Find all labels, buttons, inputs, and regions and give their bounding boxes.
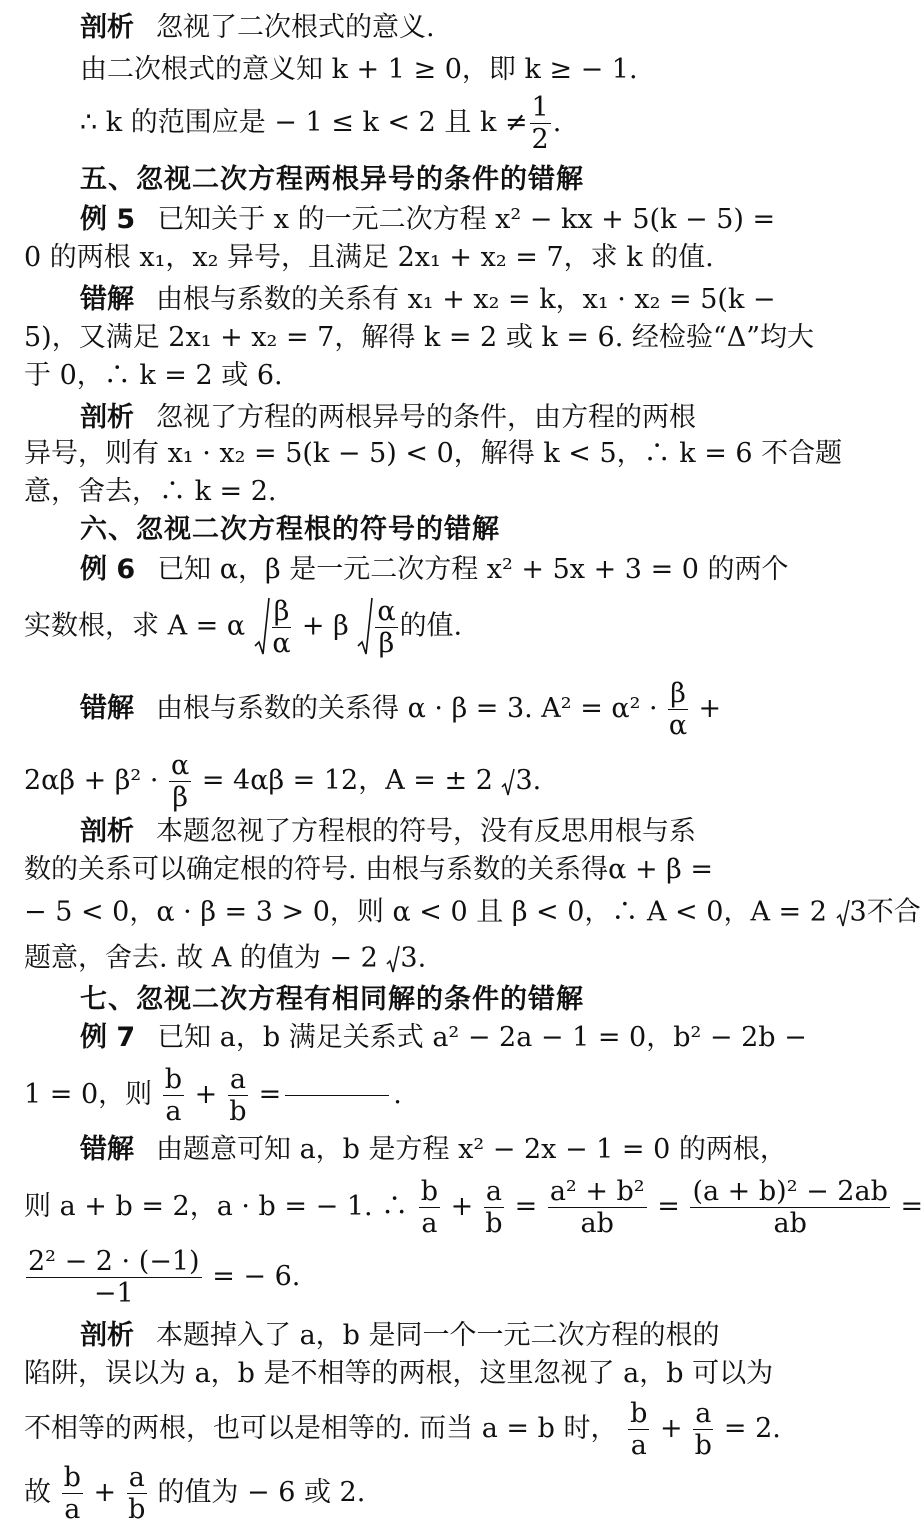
sqrt-sign — [254, 596, 270, 658]
text-line: 5)，又满足 2x₁ + x₂ = 7，解得 k = 2 或 k = 6. 经检验“Δ”均大 — [24, 322, 814, 353]
text-line: 2αβ + β² · $\frac{\alpha}{\beta}$ = 4αβ = 12，A = ± 2 3. — [24, 750, 542, 813]
text-line: 错解 由根与系数的关系得 α · β = 3. A² = α² · $\frac{\beta}{\alpha}$ + — [80, 678, 722, 741]
text-line: 错解 由根与系数的关系有 x₁ + x₂ = k，x₁ · x₂ = 5(k − — [80, 284, 776, 315]
text-line: 于 0，∴ k = 2 或 6. — [24, 360, 283, 391]
sqrt-sign — [501, 767, 515, 797]
analysis-label: 剖析 — [80, 816, 134, 847]
text-line: − 5 < 0，α · β = 3 > 0，则 α < 0 且 β < 0，∴ A < 0，A = 2 3不合 — [24, 896, 921, 928]
example-label: 例 5 — [80, 204, 136, 235]
text-line: 1 = 0，则 $\frac{b}{a}$ + $\frac{a}{b}$ = . — [24, 1064, 402, 1127]
text-line: 不相等的两根，也可以是相等的. 而当 a = b 时， $\frac{b}{a}$ + $\frac{a}{b}$ = 2. — [24, 1398, 781, 1461]
fraction: $\frac{\text{2² − 2 · (−1)}}{-1}$ — [28, 1246, 200, 1309]
fraction: $\frac{1}{2}$ — [531, 92, 549, 155]
text-line: 剖析 本题掉入了 a，b 是同一个一元二次方程的根的 — [80, 1320, 720, 1351]
fraction: $\frac{\beta}{\alpha}$ — [272, 595, 291, 659]
example-label: 例 6 — [80, 554, 136, 585]
fraction: $\frac{a}{b}$ — [229, 1064, 247, 1127]
fraction: $\frac{b}{a}$ — [164, 1064, 183, 1127]
sqrt-sign — [386, 944, 400, 974]
text-line: 剖析 本题忽视了方程根的符号，没有反思用根与系 — [80, 816, 696, 847]
text-line: 数的关系可以确定根的符号. 由根与系数的关系得α + β = — [24, 854, 713, 885]
fraction: $\frac{b}{a}$ — [630, 1398, 648, 1461]
section-heading: 五、忽视二次方程两根异号的条件的错解 — [80, 164, 584, 195]
text-line: 剖析 忽视了二次根式的意义. — [80, 12, 435, 43]
fraction: $\frac{b}{a}$ — [420, 1176, 439, 1239]
text-line: 陷阱，误以为 a，b 是不相等的两根，这里忽视了 a，b 可以为 — [24, 1358, 774, 1389]
wrong-solution-label: 错解 — [80, 1134, 134, 1165]
section-heading: 六、忽视二次方程根的符号的错解 — [80, 514, 500, 545]
text-line: 剖析 忽视了方程的两根异号的条件，由方程的两根 — [80, 402, 696, 433]
text-line: 则 a + b = 2，a · b = − 1. ∴ $\frac{b}{a}$ + $\frac{a}{b}$ = $\frac{\text{a² + b²}}{ab}$ = $\frac{\text{(a + b)² − 2ab}}{ab}$ = — [24, 1176, 923, 1239]
text-line: 错解 由题意可知 a，b 是方程 x² − 2x − 1 = 0 的两根， — [80, 1134, 787, 1165]
text-line: 意，舍去，∴ k = 2. — [24, 476, 277, 507]
fraction: $\frac{a}{b}$ — [694, 1398, 712, 1461]
text-line: $\frac{\text{2² − 2 · (−1)}}{-1}$ = − 6. — [28, 1246, 301, 1309]
analysis-label: 剖析 — [80, 12, 134, 43]
text-line: 题意，舍去. 故 A 的值为 − 2 3. — [24, 942, 427, 974]
text-line: 0 的两根 x₁，x₂ 异号，且满足 2x₁ + x₂ = 7，求 k 的值. — [24, 242, 714, 273]
sqrt-sign — [836, 898, 850, 928]
sqrt-sign — [357, 596, 373, 658]
fraction: $\frac{\text{a² + b²}}{ab}$ — [549, 1176, 645, 1239]
text-line: 例 7 已知 a，b 满足关系式 a² − 2a − 1 = 0，b² − 2b − — [80, 1022, 807, 1053]
text-line: 异号，则有 x₁ · x₂ = 5(k − 5) < 0，解得 k < 5，∴ k = 6 不合题 — [24, 438, 843, 469]
text-line: 实数根，求 A = α $\frac{\beta}{\alpha}$ + β $\frac{\alpha}{\beta}$ 的值. — [24, 595, 463, 659]
fraction: $\frac{\beta}{\alpha}$ — [668, 678, 688, 741]
analysis-label: 剖析 — [80, 1320, 134, 1351]
fraction: $\frac{a}{b}$ — [485, 1176, 503, 1239]
analysis-label: 剖析 — [80, 402, 134, 433]
example-label: 例 7 — [80, 1022, 136, 1053]
fraction: $\frac{\text{(a + b)² − 2ab}}{ab}$ — [692, 1176, 888, 1239]
wrong-solution-label: 错解 — [80, 284, 134, 315]
fraction: $\frac{\alpha}{\beta}$ — [377, 595, 396, 659]
answer-blank — [285, 1095, 389, 1096]
fraction: $\frac{a}{b}$ — [128, 1462, 146, 1525]
text-line: 由二次根式的意义知 k + 1 ≥ 0，即 k ≥ − 1. — [80, 54, 638, 85]
text-line: 例 6 已知 α，β 是一元二次方程 x² + 5x + 3 = 0 的两个 — [80, 554, 789, 585]
text-line: 故 $\frac{b}{a}$ + $\frac{a}{b}$ 的值为 − 6 或 2. — [24, 1462, 366, 1525]
text-line: ∴ k 的范围应是 − 1 ≤ k < 2 且 k ≠ $\frac{1}{2}$ . — [80, 92, 562, 155]
fraction: $\frac{\alpha}{\beta}$ — [171, 750, 190, 813]
section-heading: 七、忽视二次方程有相同解的条件的错解 — [80, 984, 584, 1015]
fraction: $\frac{b}{a}$ — [63, 1462, 81, 1525]
text-line: 例 5 已知关于 x 的一元二次方程 x² − kx + 5(k − 5) = — [80, 204, 776, 235]
wrong-solution-label: 错解 — [80, 693, 134, 724]
